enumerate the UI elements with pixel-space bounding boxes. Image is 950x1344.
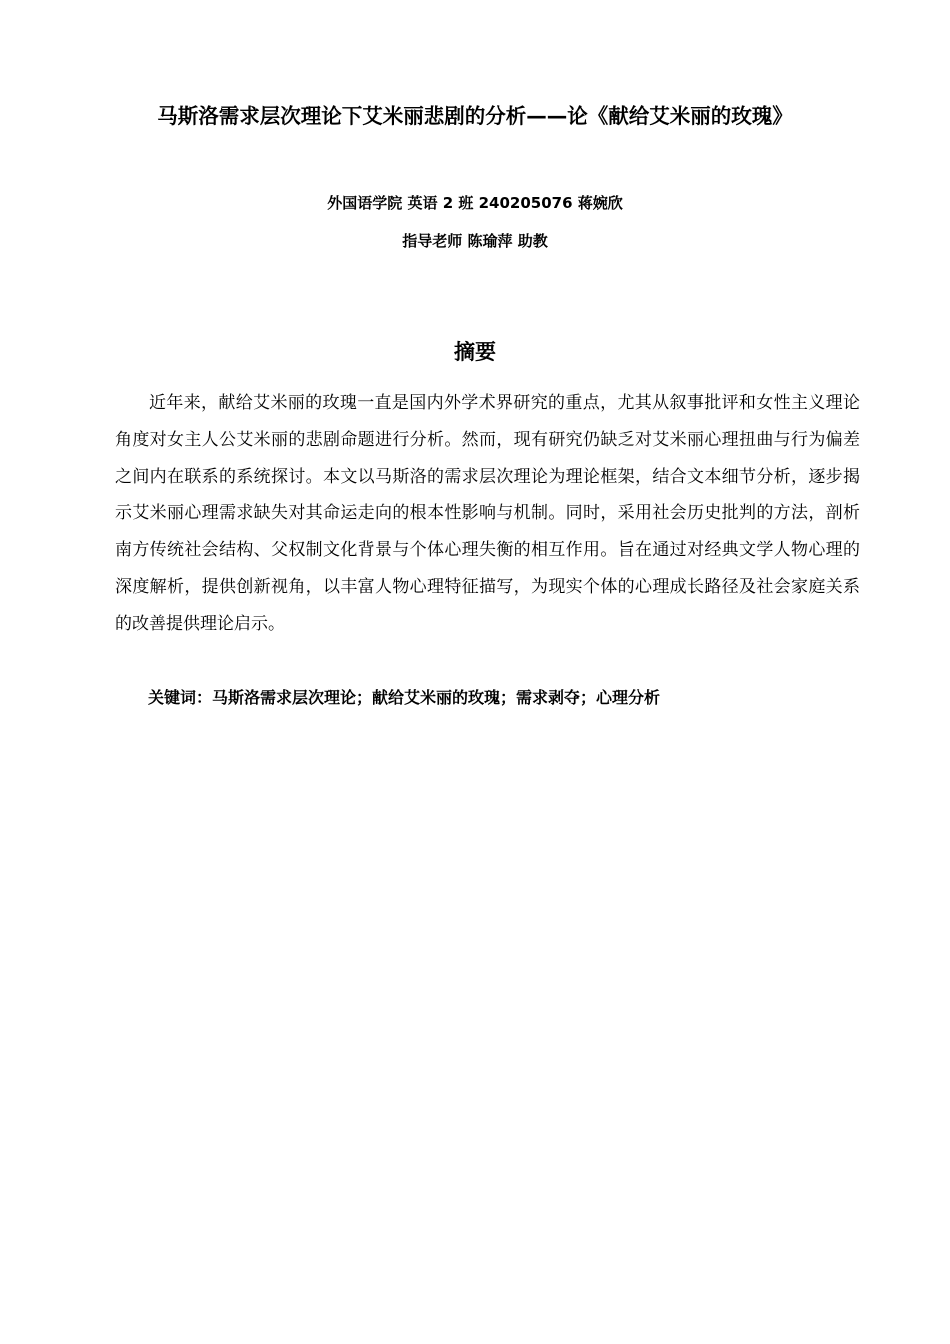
keywords-line: 关键词：马斯洛需求层次理论；献给艾米丽的玫瑰；需求剥夺；心理分析 — [148, 688, 661, 707]
paper-title: 马斯洛需求层次理论下艾米丽悲剧的分析——论《献给艾米丽的玫瑰》 — [157, 104, 793, 128]
abstract-heading: 摘要 — [454, 340, 496, 364]
abstract-body: 近年来，献给艾米丽的玫瑰一直是国内外学术界研究的重点，尤其从叙事批评和女性主义理论角度对女主人公艾米丽的悲剧命题进行分析。然而，现有研究仍缺乏对艾米丽心理扭曲与行为偏差之间内在联系的系统探讨。本文以马斯洛的需求层次理论为理论框架，结合文本细节分析，逐步揭示艾米丽心理需求缺失对其命运走向的根本性影响与机制。同时，采用社会历史批判的方法，剖析南方传统社会结构、父权制文化背景与个体心理失衡的相互作用。旨在通过对经典文学人物心理的深度解析，提供创新视角，以丰富人物心理特征描写，为现实个体的心理成长路径及社会家庭关系的改善提供理论启示。 — [115, 393, 860, 634]
author-line: 外国语学院 英语 2 班 240205076 蒋婉欣 — [327, 194, 623, 212]
advisor-line: 指导老师 陈瑜萍 助教 — [402, 232, 548, 250]
